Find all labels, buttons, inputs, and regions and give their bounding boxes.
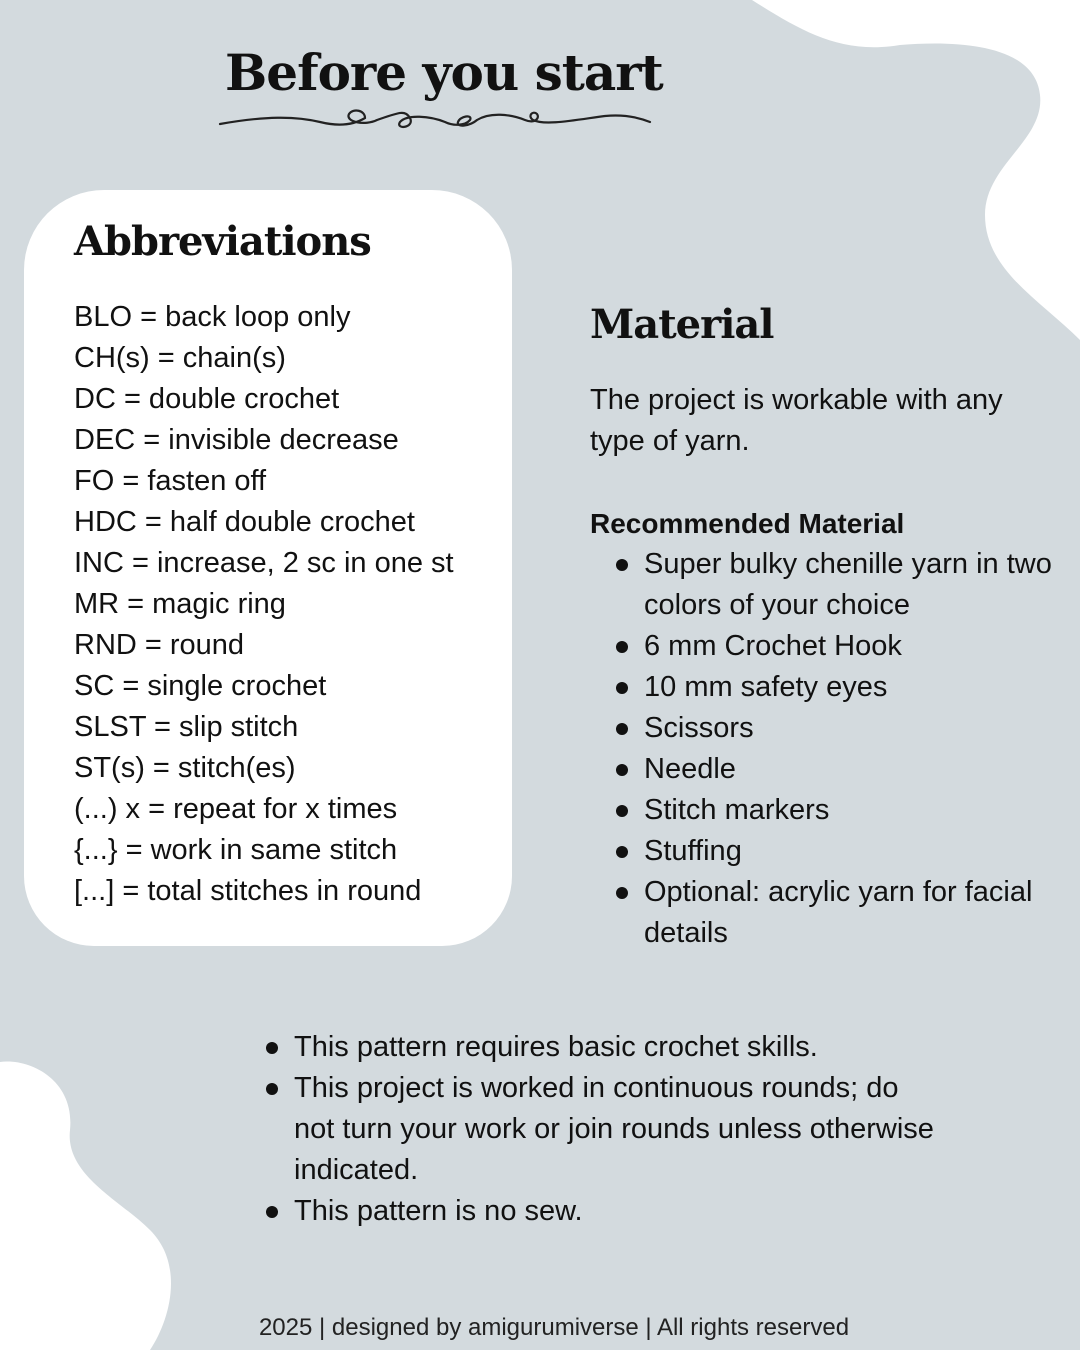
material-item-text: Super bulky chenille yarn in two colors of your choice <box>644 548 1052 621</box>
material-list-item <box>590 872 1060 954</box>
abbreviation-item: HDC = half double crochet <box>74 506 415 538</box>
abbreviation-item: CH(s) = chain(s) <box>74 342 286 374</box>
footer-copyright <box>0 1313 1080 1343</box>
note-list-item <box>240 1068 940 1191</box>
bullet-icon <box>616 887 628 899</box>
abbreviation-item: ST(s) = stitch(es) <box>74 752 296 784</box>
abbreviation-item: DC = double crochet <box>74 383 340 415</box>
abbreviation-item: FO = fasten off <box>74 465 267 497</box>
material-item-text: 10 mm safety eyes <box>644 671 888 703</box>
bullet-icon <box>616 805 628 817</box>
top-right-white-blob <box>752 0 1080 340</box>
material-item-text: 6 mm Crochet Hook <box>644 630 902 662</box>
bullet-icon <box>266 1042 278 1054</box>
note-text: This pattern is no sew. <box>294 1195 583 1227</box>
abbreviation-item: (...) x = repeat for x times <box>74 793 398 825</box>
abbreviation-item: SLST = slip stitch <box>74 711 299 743</box>
recommended-material-heading: Recommended Material <box>590 508 905 539</box>
decorative-flourish-divider <box>215 104 655 138</box>
bullet-icon <box>266 1206 278 1218</box>
abbreviation-item: {...} = work in same stitch <box>74 834 398 866</box>
recommended-material-list <box>590 544 1060 954</box>
footer-text: 2025 | designed by amigurumiverse | All rights reserved <box>258 1314 850 1341</box>
material-item-text: Needle <box>644 753 736 785</box>
bullet-icon <box>616 846 628 858</box>
bullet-icon <box>616 559 628 571</box>
material-list-item <box>590 831 1060 872</box>
abbreviation-item: [...] = total stitches in round <box>74 875 422 907</box>
abbreviation-item: SC = single crochet <box>74 670 327 702</box>
material-heading: Material <box>590 301 774 348</box>
bullet-icon <box>616 764 628 776</box>
material-list-item <box>590 667 1060 708</box>
abbreviation-item: BLO = back loop only <box>74 301 351 333</box>
material-list-item <box>590 749 1060 790</box>
abbreviations-list <box>74 297 454 912</box>
abbreviation-item: MR = magic ring <box>74 588 286 620</box>
note-text: This project is worked in continuous rounds; do not turn your work or join rounds unless otherwise indicated. <box>294 1072 934 1186</box>
material-list-item <box>590 544 1060 626</box>
material-item-text: Stitch markers <box>644 794 830 826</box>
bottom-left-white-blob <box>0 1062 171 1350</box>
material-list-item <box>590 626 1060 667</box>
note-list-item <box>240 1027 940 1068</box>
bullet-icon <box>616 723 628 735</box>
page-title: Before you start <box>225 43 663 102</box>
bullet-icon <box>266 1083 278 1095</box>
material-item-text: Stuffing <box>644 835 742 867</box>
bullet-icon <box>616 641 628 653</box>
note-text: This pattern requires basic crochet skills. <box>294 1031 818 1063</box>
abbreviation-item: DEC = invisible decrease <box>74 424 399 456</box>
abbreviation-item: INC = increase, 2 sc in one st <box>74 547 454 579</box>
material-item-text: Scissors <box>644 712 754 744</box>
material-intro: The project is workable with any type of yarn. <box>590 384 1003 457</box>
bullet-icon <box>616 682 628 694</box>
material-list-item <box>590 790 1060 831</box>
material-list-item <box>590 708 1060 749</box>
note-list-item <box>240 1191 940 1232</box>
material-item-text: Optional: acrylic yarn for facial details <box>644 876 1033 949</box>
pattern-notes-list <box>240 1027 940 1232</box>
abbreviation-item: RND = round <box>74 629 245 661</box>
abbreviations-heading: Abbreviations <box>74 218 371 265</box>
